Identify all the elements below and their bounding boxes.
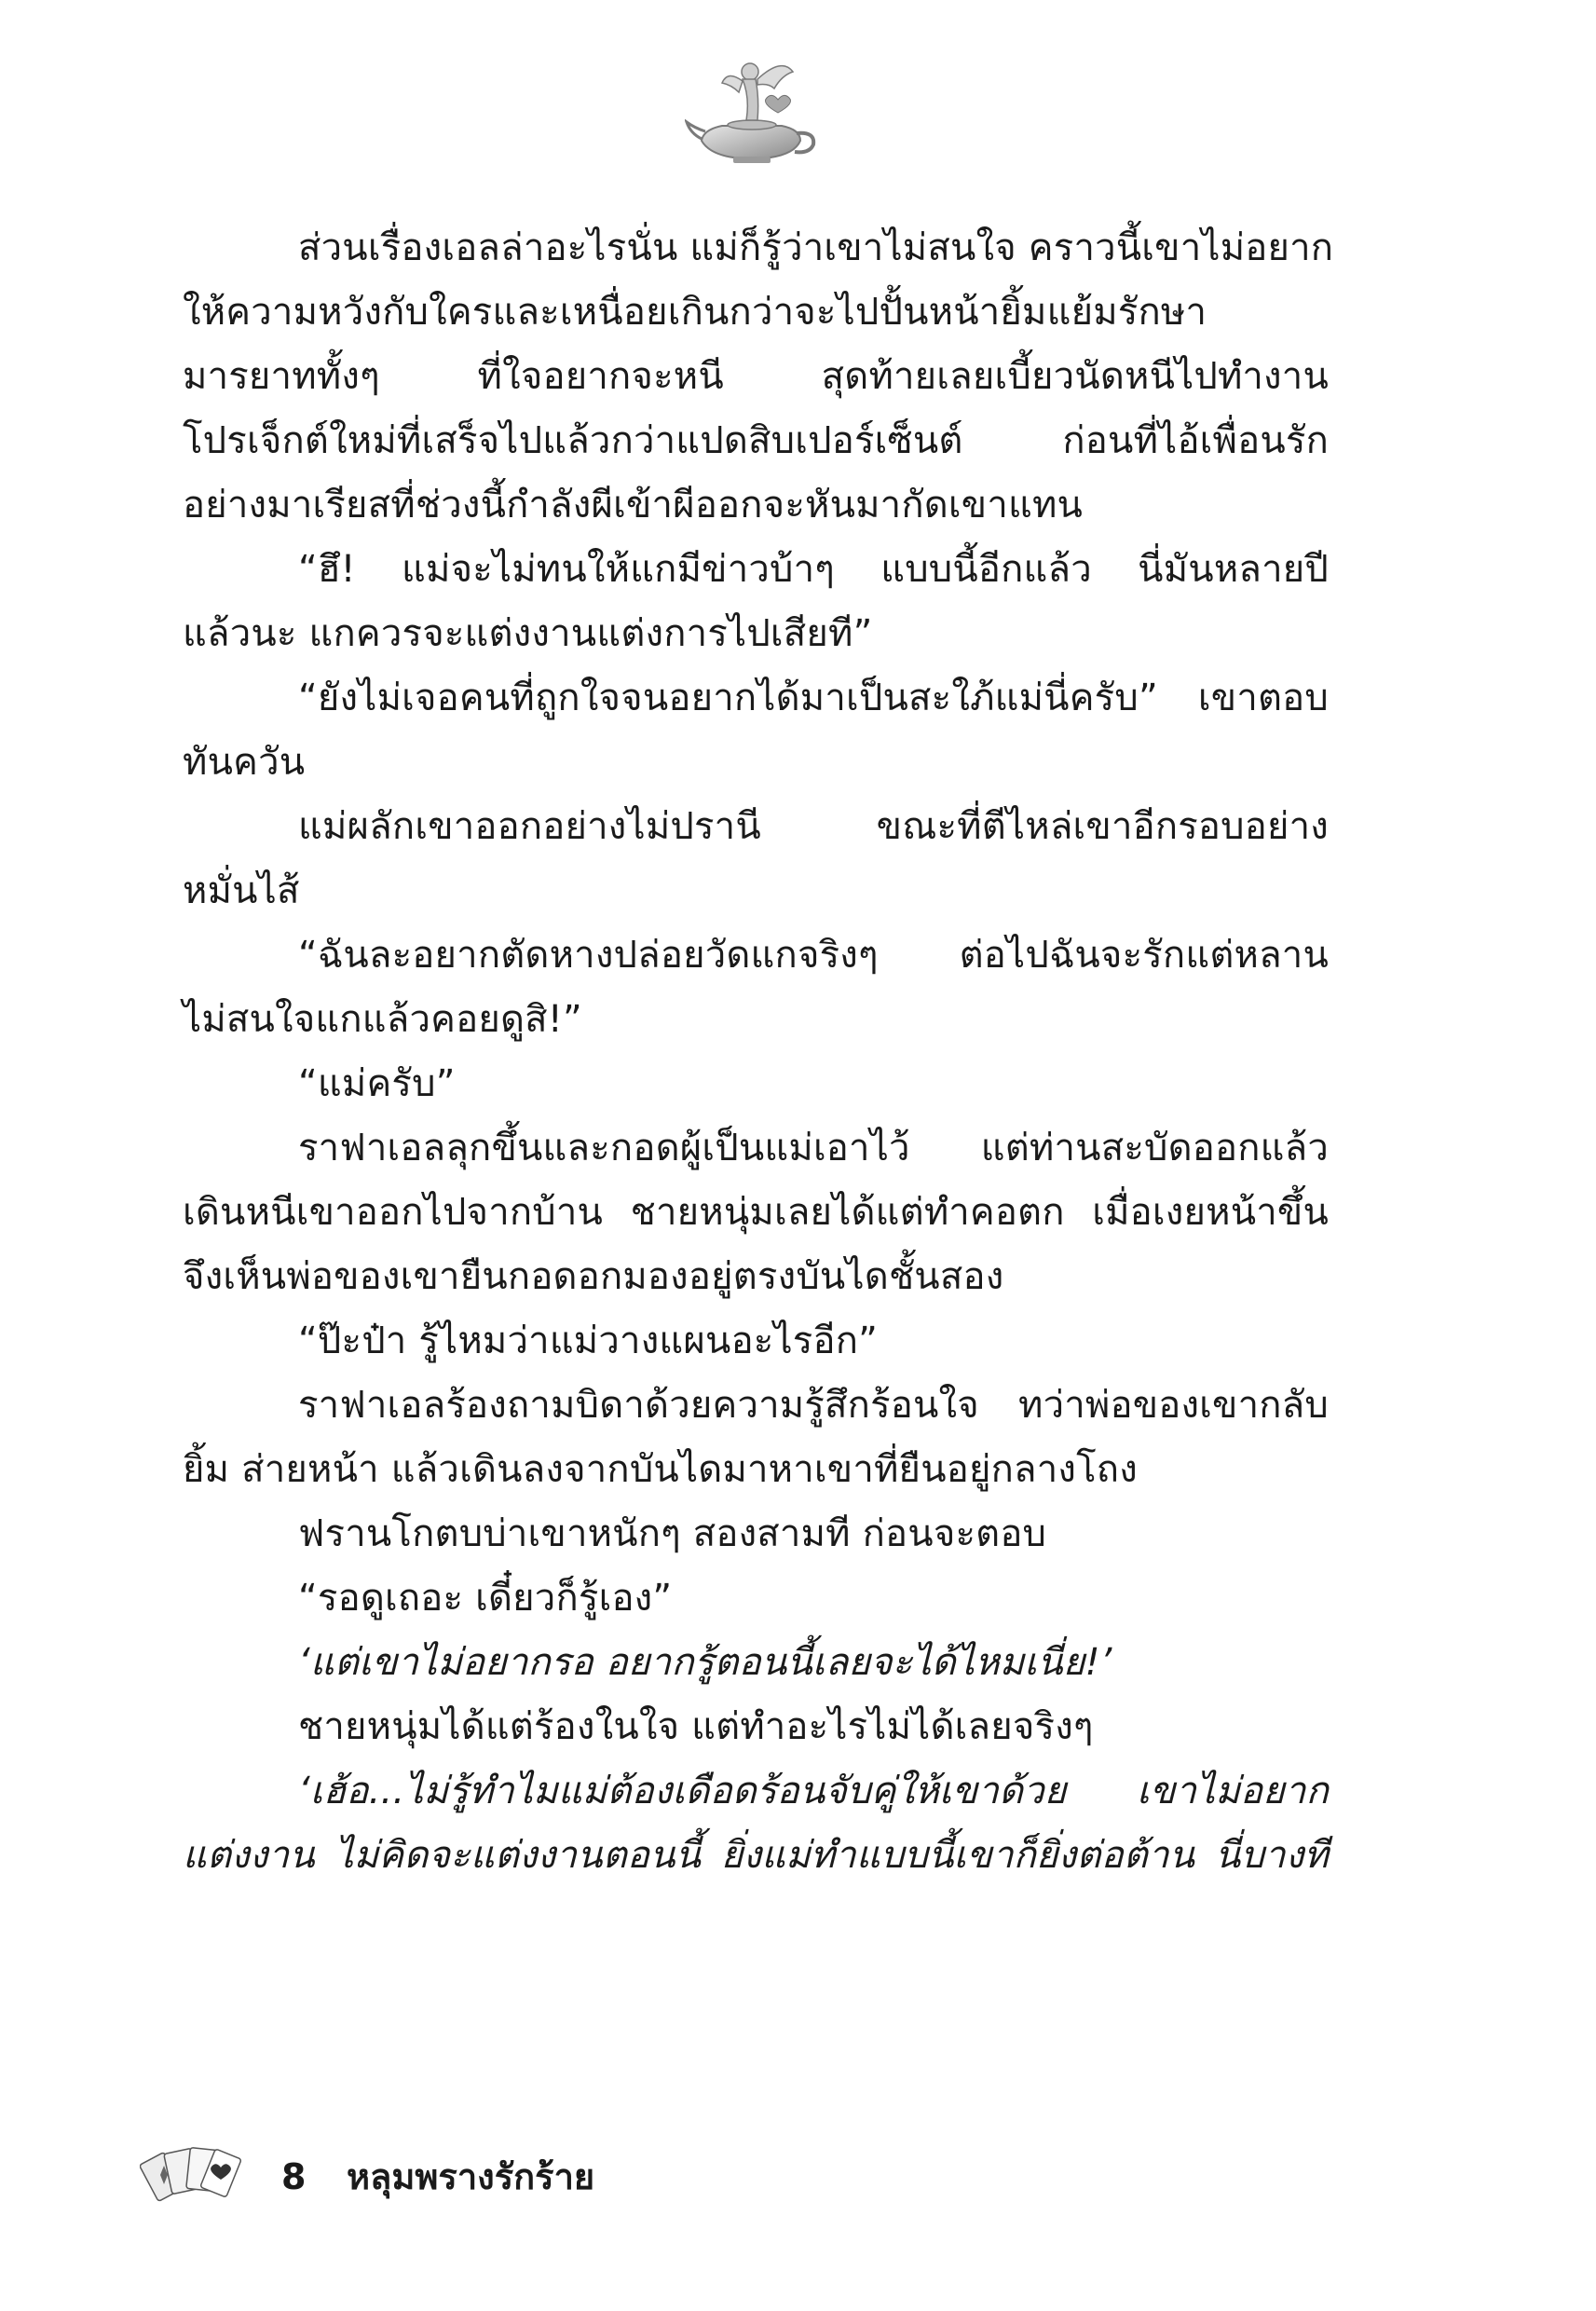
text-line: ชายหนุ่มได้แต่ร้องในใจ แต่ทำอะไรไม่ได้เลยจริงๆ bbox=[298, 1705, 1094, 1748]
text-line: ‘แต่เขาไม่อยากรอ อยากรู้ตอนนี้เลยจะได้ไหมเนี่ย!’ bbox=[298, 1641, 1112, 1684]
text-line: จึงเห็นพ่อของเขายืนกอดอกมองอยู่ตรงบันไดชั้นสอง bbox=[183, 1255, 1004, 1298]
playing-cards-icon bbox=[140, 2143, 242, 2208]
text-line: “ฮึ! แม่จะไม่ทนให้แกมีข่าวบ้าๆ แบบนี้อีกแล้ว นี่มันหลายปี bbox=[298, 548, 1329, 591]
text-line: ส่วนเรื่องเอลล่าอะไรนั่น แม่ก็รู้ว่าเขาไม่สนใจ คราวนี้เขาไม่อยาก bbox=[298, 226, 1334, 269]
text-line: ยิ้ม ส่ายหน้า แล้วเดินลงจากบันไดมาหาเขาที่ยืนอยู่กลางโถง bbox=[183, 1448, 1138, 1491]
text-line: แล้วนะ แกควรจะแต่งงานแต่งการไปเสียที” bbox=[183, 612, 873, 655]
book-title: หลุมพรางรักร้าย bbox=[347, 2156, 595, 2197]
text-line: ราฟาเอลลุกขึ้นและกอดผู้เป็นแม่เอาไว้ แต่ท่านสะบัดออกแล้ว bbox=[298, 1127, 1329, 1169]
text-line: แต่งงาน ไม่คิดจะแต่งงานตอนนี้ ยิ่งแม่ทำแบบนี้เขาก็ยิ่งต่อต้าน นี่บางที bbox=[183, 1834, 1329, 1877]
text-line: “รอดูเถอะ เดี๋ยวก็รู้เอง” bbox=[298, 1577, 673, 1620]
text-line: ฟรานโกตบบ่าเขาหนักๆ สองสามที ก่อนจะตอบ bbox=[298, 1512, 1047, 1555]
text-line: หมั่นไส้ bbox=[183, 869, 300, 912]
page-number: 8 bbox=[281, 2156, 307, 2197]
body-text bbox=[183, 216, 1334, 1888]
text-line: ‘เฮ้อ...ไม่รู้ทำไมแม่ต้องเดือดร้อนจับคู่ให้เขาด้วย เขาไม่อยาก bbox=[298, 1770, 1329, 1812]
text-line: ไม่สนใจแกแล้วคอยดูสิ!” bbox=[183, 998, 582, 1041]
text-line: “ป๊ะป๋า รู้ไหมว่าแม่วางแผนอะไรอีก” bbox=[298, 1320, 879, 1362]
text-line: เดินหนีเขาออกไปจากบ้าน ชายหนุ่มเลยได้แต่ทำคอตก เมื่อเงยหน้าขึ้น bbox=[183, 1191, 1329, 1234]
text-line: โปรเจ็กต์ใหม่ที่เสร็จไปแล้วกว่าแปดสิบเปอร์เซ็นต์ ก่อนที่ไอ้เพื่อนรัก bbox=[183, 419, 1329, 462]
text-line: ทันควัน bbox=[183, 741, 306, 784]
text-line: แม่ผลักเขาออกอย่างไม่ปรานี ขณะที่ตีไหล่เขาอีกรอบอย่าง bbox=[298, 805, 1329, 848]
text-line: อย่างมาเรียสที่ช่วงนี้กำลังผีเข้าผีออกจะหันมากัดเขาแทน bbox=[183, 484, 1084, 526]
cupid-teapot-ornament-icon bbox=[685, 51, 825, 172]
text-line: “ฉันละอยากตัดหางปล่อยวัดแกจริงๆ ต่อไปฉันจะรักแต่หลาน bbox=[298, 934, 1329, 977]
text-line: ราฟาเอลร้องถามบิดาด้วยความรู้สึกร้อนใจ ทว่าพ่อของเขากลับ bbox=[298, 1384, 1329, 1427]
text-line: “ยังไม่เจอคนที่ถูกใจจนอยากได้มาเป็นสะใภ้แม่นี่ครับ” เขาตอบ bbox=[298, 677, 1329, 719]
text-line: “แม่ครับ” bbox=[298, 1062, 456, 1105]
text-line: ให้ความหวังกับใครและเหนื่อยเกินกว่าจะไปปั้นหน้ายิ้มแย้มรักษา bbox=[183, 291, 1207, 334]
page-footer bbox=[140, 2143, 792, 2208]
text-line: มารยาททั้งๆ ที่ใจอยากจะหนี สุดท้ายเลยเบี้ยวนัดหนีไปทำงาน bbox=[183, 355, 1329, 398]
